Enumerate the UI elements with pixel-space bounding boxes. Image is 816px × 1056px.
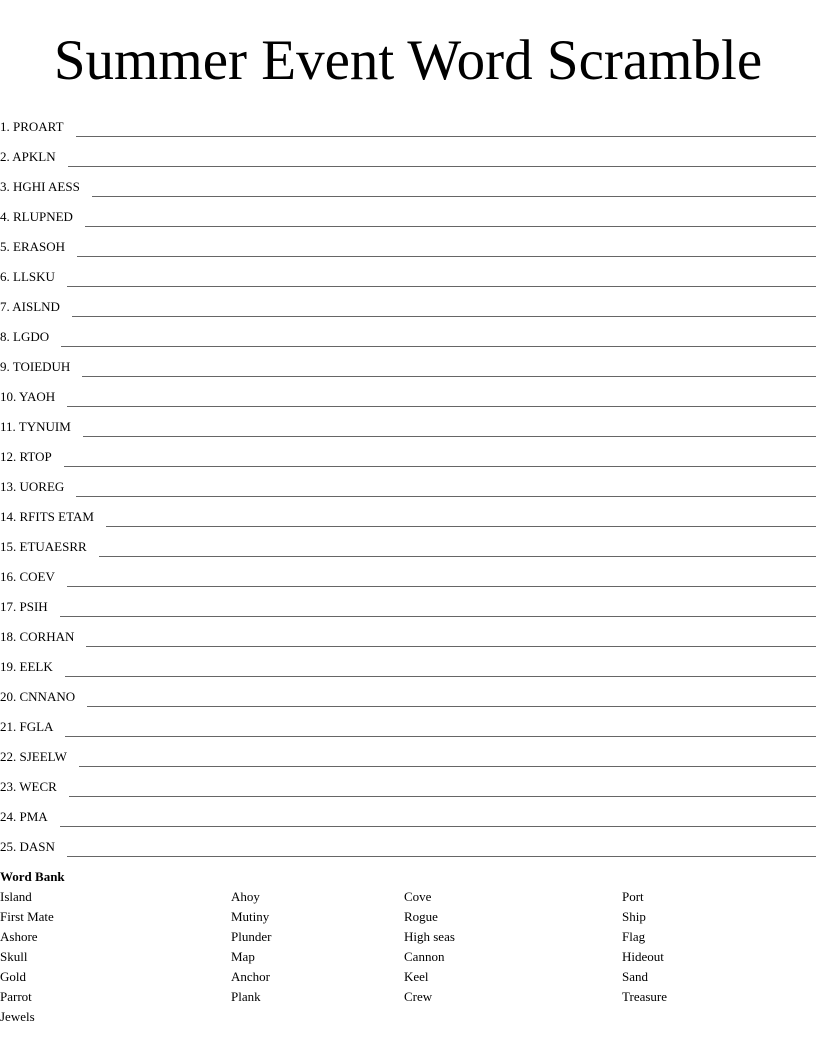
question-row (0, 798, 816, 828)
question-row (0, 168, 816, 198)
answer-line[interactable] (106, 525, 816, 527)
question-row (0, 438, 816, 468)
word-bank-item: Mutiny (231, 909, 270, 924)
question-row (0, 108, 816, 138)
word-bank-item: Rogue (404, 909, 438, 924)
word-bank-item: Sand (622, 969, 648, 984)
word-bank-item: Cove (404, 889, 432, 904)
word-bank-item: Anchor (231, 969, 270, 984)
question-row (0, 228, 816, 258)
answer-line[interactable] (61, 345, 816, 347)
answer-line[interactable] (72, 315, 816, 317)
word-bank-item: Map (231, 949, 255, 964)
question-row (0, 498, 816, 528)
scrambled-word: 18. CORHAN (0, 629, 75, 644)
question-row (0, 288, 816, 318)
answer-line[interactable] (86, 645, 816, 647)
question-row (0, 258, 816, 288)
page-title: Summer Event Word Scramble (53, 29, 763, 92)
question-row (0, 618, 816, 648)
answer-line[interactable] (67, 405, 816, 407)
word-bank-item: Hideout (622, 949, 664, 964)
answer-line[interactable] (82, 375, 816, 377)
question-list (0, 108, 816, 858)
word-bank-item: Plunder (231, 929, 272, 944)
word-bank-item: Ship (622, 909, 646, 924)
scrambled-word: 19. EELK (0, 659, 53, 674)
answer-line[interactable] (76, 495, 816, 497)
answer-line[interactable] (68, 165, 816, 167)
answer-line[interactable] (87, 705, 816, 707)
scrambled-word: 5. ERASOH (0, 239, 66, 254)
question-row (0, 138, 816, 168)
word-bank-item: Port (622, 889, 644, 904)
question-row (0, 408, 816, 438)
scrambled-word: 9. TOIEDUH (0, 359, 71, 374)
scrambled-word: 21. FGLA (0, 719, 54, 734)
scrambled-word: 11. TYNUIM (0, 419, 71, 434)
question-row (0, 828, 816, 858)
answer-line[interactable] (67, 585, 816, 587)
scrambled-word: 25. DASN (0, 839, 55, 854)
question-row (0, 708, 816, 738)
scrambled-word: 16. COEV (0, 569, 55, 584)
scrambled-word: 24. PMA (0, 809, 48, 824)
scrambled-word: 10. YAOH (0, 389, 56, 404)
scrambled-word: 6. LLSKU (0, 269, 55, 284)
question-row (0, 768, 816, 798)
question-row (0, 558, 816, 588)
answer-line[interactable] (60, 825, 816, 827)
question-row (0, 648, 816, 678)
scrambled-word: 8. LGDO (0, 329, 50, 344)
question-row (0, 678, 816, 708)
answer-line[interactable] (79, 765, 816, 767)
word-bank-item: Island (0, 889, 32, 904)
word-bank-item: Plank (231, 989, 261, 1004)
scrambled-word: 20. CNNANO (0, 689, 76, 704)
word-bank-heading: Word Bank (0, 869, 65, 884)
scrambled-word: 22. SJEELW (0, 749, 67, 764)
answer-line[interactable] (83, 435, 816, 437)
scrambled-word: 2. APKLN (0, 149, 56, 164)
answer-line[interactable] (92, 195, 816, 197)
scrambled-word: 17. PSIH (0, 599, 48, 614)
word-bank-item: Skull (0, 949, 28, 964)
word-bank-item: First Mate (0, 909, 54, 924)
answer-line[interactable] (60, 615, 816, 617)
scrambled-word: 13. UOREG (0, 479, 65, 494)
scrambled-word: 14. RFITS ETAM (0, 509, 94, 524)
scrambled-word: 23. WECR (0, 779, 57, 794)
word-bank (0, 888, 816, 1028)
answer-line[interactable] (99, 555, 816, 557)
question-row (0, 378, 816, 408)
answer-line[interactable] (65, 675, 816, 677)
answer-line[interactable] (85, 225, 816, 227)
word-bank-item: Flag (622, 929, 646, 944)
question-row (0, 318, 816, 348)
scrambled-word: 4. RLUPNED (0, 209, 73, 224)
answer-line[interactable] (67, 855, 816, 857)
word-bank-item: High seas (404, 929, 455, 944)
answer-line[interactable] (76, 135, 816, 137)
word-bank-item: Crew (404, 989, 433, 1004)
scrambled-word: 7. AISLND (0, 299, 60, 314)
question-row (0, 198, 816, 228)
scrambled-word: 15. ETUAESRR (0, 539, 87, 554)
question-row (0, 588, 816, 618)
word-bank-item: Keel (404, 969, 429, 984)
answer-line[interactable] (69, 795, 816, 797)
word-bank-item: Ahoy (231, 889, 260, 904)
answer-line[interactable] (65, 735, 816, 737)
question-row (0, 468, 816, 498)
answer-line[interactable] (77, 255, 816, 257)
word-bank-item: Treasure (622, 989, 668, 1004)
question-row (0, 738, 816, 768)
word-bank-item: Gold (0, 969, 26, 984)
scrambled-word: 3. HGHI AESS (0, 179, 80, 194)
word-bank-item: Cannon (404, 949, 445, 964)
answer-line[interactable] (64, 465, 816, 467)
question-row (0, 528, 816, 558)
word-bank-item: Jewels (0, 1009, 35, 1024)
word-bank-item: Ashore (0, 929, 38, 944)
question-row (0, 348, 816, 378)
word-bank-item: Parrot (0, 989, 32, 1004)
scrambled-word: 12. RTOP (0, 449, 52, 464)
scrambled-word: 1. PROART (0, 119, 64, 134)
answer-line[interactable] (67, 285, 816, 287)
